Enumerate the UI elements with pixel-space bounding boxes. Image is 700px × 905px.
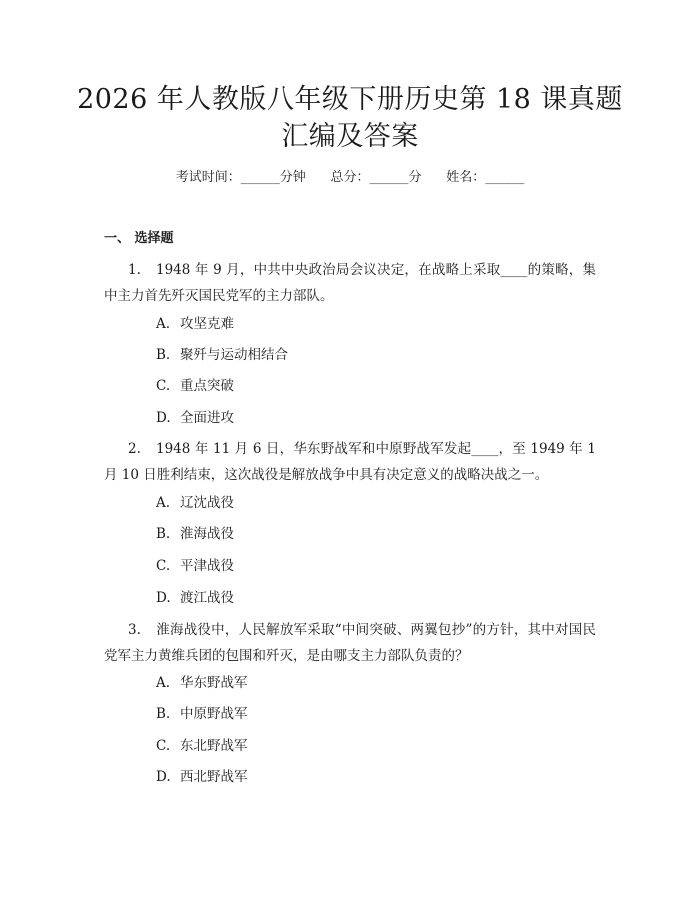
option-text: 攻坚克难 bbox=[180, 316, 234, 332]
question-3-option-d bbox=[156, 767, 248, 787]
option-letter: D. bbox=[156, 410, 171, 426]
question-number: 1. bbox=[128, 262, 141, 278]
question-1-option-d bbox=[156, 408, 234, 428]
question-1 bbox=[104, 257, 596, 309]
question-text: 1948 年 9 月，中共中央政治局会议决定，在战略上采取____的策略，集中主力首先歼灭国民党军的主力部队。 bbox=[104, 262, 596, 304]
document-title-line-2: 汇编及答案 bbox=[281, 121, 419, 152]
option-text: 淮海战役 bbox=[180, 526, 234, 542]
option-text: 华东野战军 bbox=[180, 675, 248, 691]
question-number: 3. bbox=[128, 622, 141, 638]
option-text: 平津战役 bbox=[180, 558, 234, 574]
question-3 bbox=[104, 617, 596, 669]
question-3-option-c bbox=[156, 736, 248, 756]
option-letter: A. bbox=[156, 675, 171, 691]
section-heading: 一、 选择题 bbox=[104, 231, 174, 246]
option-text: 西北野战军 bbox=[180, 769, 248, 785]
option-letter: A. bbox=[156, 316, 171, 332]
question-2-option-a bbox=[156, 493, 234, 513]
option-text: 聚歼与运动相结合 bbox=[180, 347, 288, 363]
question-text: 1948 年 11 月 6 日，华东野战军和中原野战军发起____，至 1949 年 1 月 10 日胜利结束，这次战役是解放战争中具有决定意义的战略决战之一。 bbox=[104, 441, 596, 483]
question-3-option-a bbox=[156, 673, 248, 693]
question-2-option-d bbox=[156, 588, 234, 608]
question-2-option-c bbox=[156, 556, 234, 576]
document-title-line-1: 2026 年人教版八年级下册历史第 18 课真题 bbox=[77, 84, 623, 115]
question-number: 2. bbox=[128, 441, 141, 457]
option-letter: C. bbox=[156, 558, 171, 574]
option-letter: B. bbox=[156, 347, 171, 363]
question-text: 淮海战役中，人民解放军采取“中间突破、两翼包抄”的方针，其中对国民党军主力黄维兵团的包围和歼灭，是由哪支主力部队负责的？ bbox=[104, 622, 596, 664]
question-2-option-b bbox=[156, 524, 234, 544]
option-text: 中原野战军 bbox=[180, 706, 248, 722]
question-3-option-b bbox=[156, 704, 248, 724]
question-1-option-a bbox=[156, 314, 234, 334]
question-1-option-b bbox=[156, 345, 288, 365]
option-letter: C. bbox=[156, 738, 171, 754]
option-letter: D. bbox=[156, 590, 171, 606]
question-1-option-c bbox=[156, 376, 234, 396]
option-letter: C. bbox=[156, 378, 171, 394]
option-letter: B. bbox=[156, 526, 171, 542]
option-letter: B. bbox=[156, 706, 171, 722]
question-2 bbox=[104, 436, 596, 488]
option-text: 东北野战军 bbox=[180, 738, 248, 754]
option-text: 重点突破 bbox=[180, 378, 234, 394]
option-text: 辽沈战役 bbox=[180, 495, 234, 511]
option-text: 渡江战役 bbox=[180, 590, 234, 606]
option-letter: A. bbox=[156, 495, 171, 511]
option-letter: D. bbox=[156, 769, 171, 785]
exam-meta-line: 考试时间：______分钟 总分：______分 姓名：______ bbox=[175, 170, 525, 185]
option-text: 全面进攻 bbox=[180, 410, 234, 426]
